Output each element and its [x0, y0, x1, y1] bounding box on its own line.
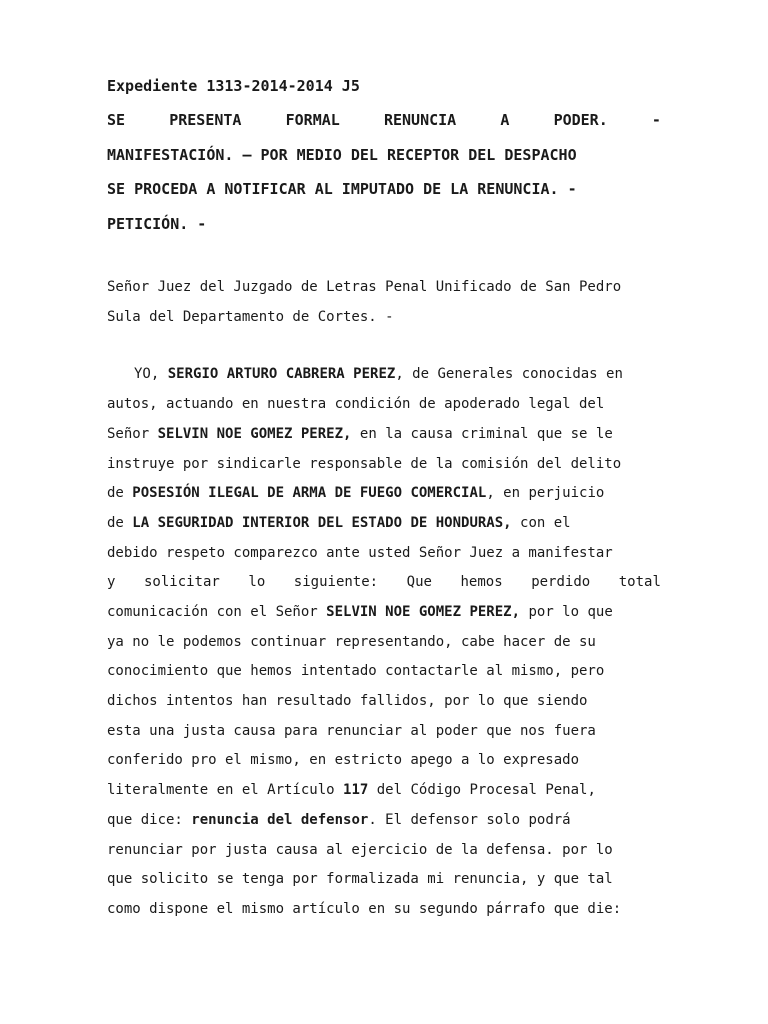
body-line-14: conferido pro el mismo, en estricto apego a lo expresado [107, 752, 580, 768]
body-text: , de Generales conocidas en [395, 366, 623, 382]
body-word: siguiente: [293, 574, 379, 590]
body-word: y [107, 574, 116, 590]
heading-line-2: MANIFESTACIÓN. – POR MEDIO DEL RECEPTOR DEL DESPACHO [107, 146, 577, 164]
body-line-7: debido respeto comparezco ante usted Señor Juez a manifestar [107, 545, 613, 561]
body-line-9 [107, 602, 661, 622]
body-text: que dice: [107, 812, 183, 828]
body-text: de [107, 485, 124, 501]
body-line-13: esta una justa causa para renunciar al poder que nos fuera [107, 723, 596, 739]
body-text: Señor [107, 426, 150, 442]
body-word: total [618, 574, 661, 590]
heading-word: PRESENTA [169, 111, 242, 129]
body-line-4: instruye por sindicarle responsable de la comisión del delito [107, 456, 622, 472]
body-line-6 [107, 513, 661, 533]
body-text: en la causa criminal que se le [359, 426, 613, 442]
body-text: por lo que [528, 604, 613, 620]
body-line-5 [107, 483, 661, 503]
article-title: renuncia del defensor [191, 812, 369, 828]
crime-name: POSESIÓN ILEGAL DE ARMA DE FUEGO COMERCIAL [132, 485, 487, 501]
address-line-1: Señor Juez del Juzgado de Letras Penal Unificado de San Pedro [107, 279, 622, 295]
body-word: solicitar [143, 574, 220, 590]
body-word: hemos [460, 574, 503, 590]
body-text: literalmente en el Artículo [107, 782, 335, 798]
client-name: SELVIN NOE GOMEZ PEREZ, [157, 426, 352, 442]
body-line-12: dichos intentos han resultado fallidos, por lo que siendo [107, 693, 588, 709]
body-text: YO, [134, 366, 160, 382]
body-text: . El defensor solo podrá [368, 812, 571, 828]
body-word: Que [406, 574, 432, 590]
body-word: lo [248, 574, 266, 590]
heading-word: RENUNCIA [383, 111, 457, 129]
address-line-2: Sula del Departamento de Cortes. - [107, 309, 394, 325]
case-number: Expediente 1313-2014-2014 J5 [107, 77, 360, 95]
heading-line-3: SE PROCEDA A NOTIFICAR AL IMPUTADO DE LA RENUNCIA. - [107, 180, 577, 198]
body-line-10: ya no le podemos continuar representando, cabe hacer de su [107, 634, 596, 650]
body-line-15 [107, 780, 661, 800]
heading-line-1 [107, 110, 661, 130]
heading-word: A [500, 111, 510, 129]
heading-line-4: PETICIÓN. - [107, 215, 207, 233]
body-line-17: renunciar por justa causa al ejercicio de la defensa. por lo [107, 842, 613, 858]
body-line-19: como dispone el mismo artículo en su segundo párrafo que die: [107, 901, 622, 917]
victim-name: LA SEGURIDAD INTERIOR DEL ESTADO DE HONDURAS, [132, 515, 512, 531]
body-text: con el [520, 515, 571, 531]
body-text: de [107, 515, 124, 531]
body-line-18: que solicito se tenga por formalizada mi renuncia, y que tal [107, 871, 613, 887]
heading-word: SE [107, 111, 126, 129]
body-word: perdido [531, 574, 591, 590]
attorney-name: SERGIO ARTURO CABRERA PEREZ [167, 366, 396, 382]
body-line-8 [107, 572, 661, 592]
article-number: 117 [343, 782, 369, 798]
heading-word: PODER. [553, 111, 608, 129]
body-line-11: conocimiento que hemos intentado contactarle al mismo, pero [107, 663, 605, 679]
body-line-1 [107, 364, 661, 384]
body-text: comunicación con el Señor [107, 604, 318, 620]
heading-word: FORMAL [285, 111, 340, 129]
body-line-16 [107, 810, 661, 830]
body-text: , en perjuicio [486, 485, 605, 501]
body-text: del Código Procesal Penal, [376, 782, 596, 798]
body-line-2: autos, actuando en nuestra condición de apoderado legal del [107, 396, 605, 412]
client-name: SELVIN NOE GOMEZ PEREZ, [326, 604, 521, 620]
body-line-3 [107, 424, 661, 444]
heading-word: - [651, 111, 661, 129]
